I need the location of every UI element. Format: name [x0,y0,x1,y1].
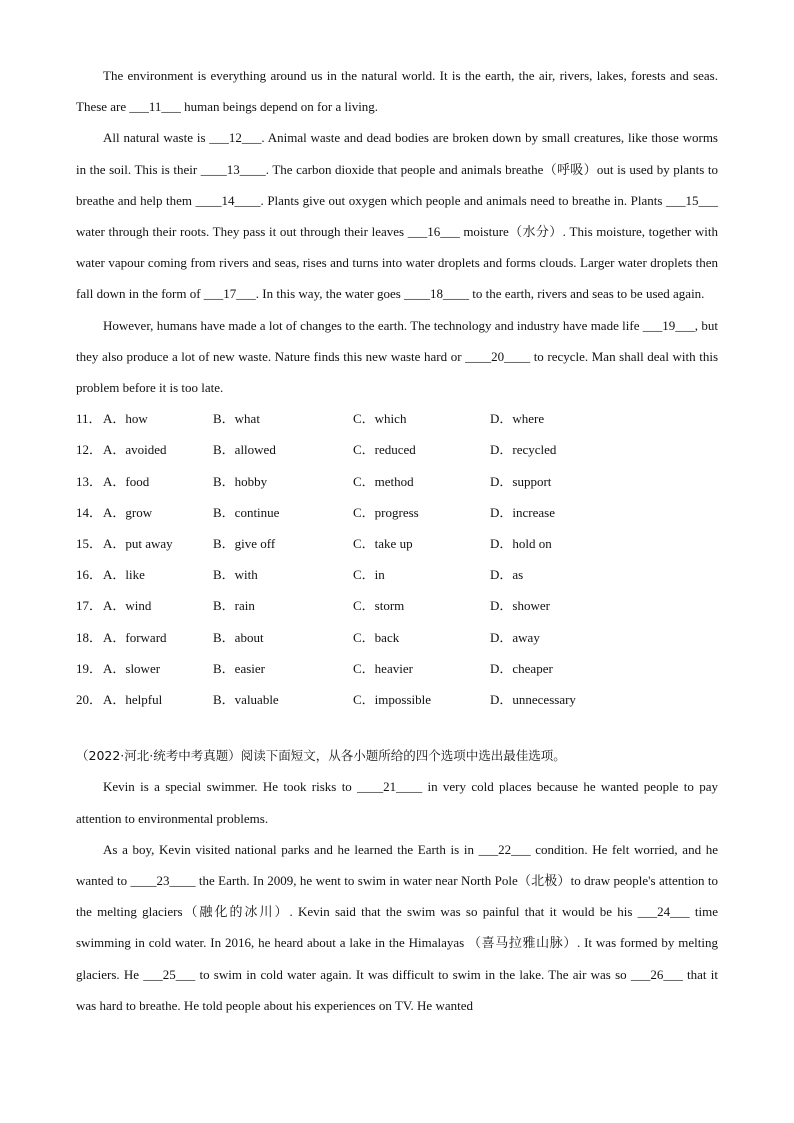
question-row [76,403,718,434]
question-row [76,622,718,653]
option-b[interactable]: B．allowed [213,442,276,458]
option-b[interactable]: B．continue [213,504,280,520]
question-row [76,434,718,465]
section2-heading: （2022·河北·统考中考真题）阅读下面短文，从各小题所给的四个选项中选出最佳选项。 [76,748,566,764]
option-c[interactable]: C．impossible [353,691,432,707]
option-a[interactable]: A．put away [103,535,173,551]
option-c[interactable]: C．take up [353,535,413,551]
question-number: 16． [76,567,103,583]
question-row [76,590,718,621]
option-a[interactable]: A．slower [103,660,161,676]
option-d[interactable]: D．cheaper [490,660,553,676]
question-number: 20． [76,691,103,707]
option-a[interactable]: A．food [103,473,150,489]
option-b[interactable]: B．valuable [213,691,279,707]
option-a[interactable]: A．grow [103,504,153,520]
passage1-paragraph-2: All natural waste is ___12___. Animal waste and dead bodies are broken down by small creatures, like those worms in the soil. This is their ____13____. The carbon dioxide that people and animals breathe（呼吸）out is used by plants to breathe and help them ____14____. Plants give out oxygen which people and animals need to breathe in. Plants ___15___ water through their roots. They pass it out through their leaves ___16___ moisture（水分）. This moisture, together with water vapour coming from rivers and seas, rises and turns into water droplets and forms clouds. Larger water droplets then fall down in the form of ___17___. In this way, the water goes ____18____ to the earth, rivers and seas to be used again. [76,130,718,302]
option-a[interactable]: A．helpful [103,691,163,707]
option-a[interactable]: A．avoided [103,442,167,458]
option-c[interactable]: C．progress [353,504,419,520]
option-c[interactable]: C．heavier [353,660,413,676]
option-a[interactable]: A．forward [103,629,167,645]
passage1-paragraph-1: The environment is everything around us in the natural world. It is the earth, the air, rivers, lakes, forests and seas. These are ___11___ human beings depend on for a living. [76,68,718,115]
question-number: 13． [76,473,103,489]
option-c[interactable]: C．method [353,473,414,489]
question-row [76,559,718,590]
option-b[interactable]: B．easier [213,660,265,676]
option-d[interactable]: D．increase [490,504,555,520]
option-c[interactable]: C．reduced [353,442,416,458]
question-row [76,466,718,497]
option-b[interactable]: B．with [213,567,258,583]
question-number: 19． [76,660,103,676]
option-d[interactable]: D．support [490,473,552,489]
option-b[interactable]: B．rain [213,598,255,614]
question-number: 12． [76,442,103,458]
question-row [76,497,718,528]
option-a[interactable]: A．how [103,411,148,427]
option-d[interactable]: D．away [490,629,540,645]
option-d[interactable]: D．unnecessary [490,691,576,707]
option-b[interactable]: B．about [213,629,264,645]
question-number: 17． [76,598,103,614]
question-number: 14． [76,504,103,520]
passage2-paragraph-2: As a boy, Kevin visited national parks and he learned the Earth is in ___22___ condition. He felt worried, and he wanted to ____23____ the Earth. In 2009, he went to swim in water near North Pole（北极）to draw people's attention to the melting glaciers（融化的冰川）. Kevin said that the swim was so painful that it would be his ___24___ time swimming in cold water. In 2016, he heard about a lake in the Himalayas （喜马拉雅山脉）. It was formed by melting glaciers. He ___25___ to swim in cold water again. It was difficult to swim in the lake. The air was so ___26___ that it was hard to breathe. He told people about his experiences on TV. He wanted [76,841,718,1013]
question-number: 18． [76,629,103,645]
option-d[interactable]: D．shower [490,598,550,614]
option-d[interactable]: D．recycled [490,442,557,458]
question-number: 15． [76,535,103,551]
option-b[interactable]: B．what [213,411,260,427]
option-c[interactable]: C．which [353,411,407,427]
option-d[interactable]: D．hold on [490,535,552,551]
question-row [76,653,718,684]
option-a[interactable]: A．like [103,567,145,583]
option-c[interactable]: C．back [353,629,400,645]
option-b[interactable]: B．give off [213,535,276,551]
option-d[interactable]: D．as [490,567,524,583]
question-row [76,684,718,715]
passage1-paragraph-3: However, humans have made a lot of changes to the earth. The technology and industry have made life ___19___, but they also produce a lot of new waste. Nature finds this new waste hard or ____20____ to recycle. Man shall deal with this problem before it is too late. [76,317,718,396]
option-d[interactable]: D．where [490,411,545,427]
option-b[interactable]: B．hobby [213,473,268,489]
option-c[interactable]: C．in [353,567,385,583]
worksheet-page [76,60,718,1021]
question-row [76,528,718,559]
option-a[interactable]: A．wind [103,598,152,614]
question-options [76,403,718,715]
question-number: 11． [76,411,102,427]
passage2-paragraph-1: Kevin is a special swimmer. He took risks to ____21____ in very cold places because he wanted people to pay attention to environmental problems. [76,779,718,826]
option-c[interactable]: C．storm [353,598,405,614]
